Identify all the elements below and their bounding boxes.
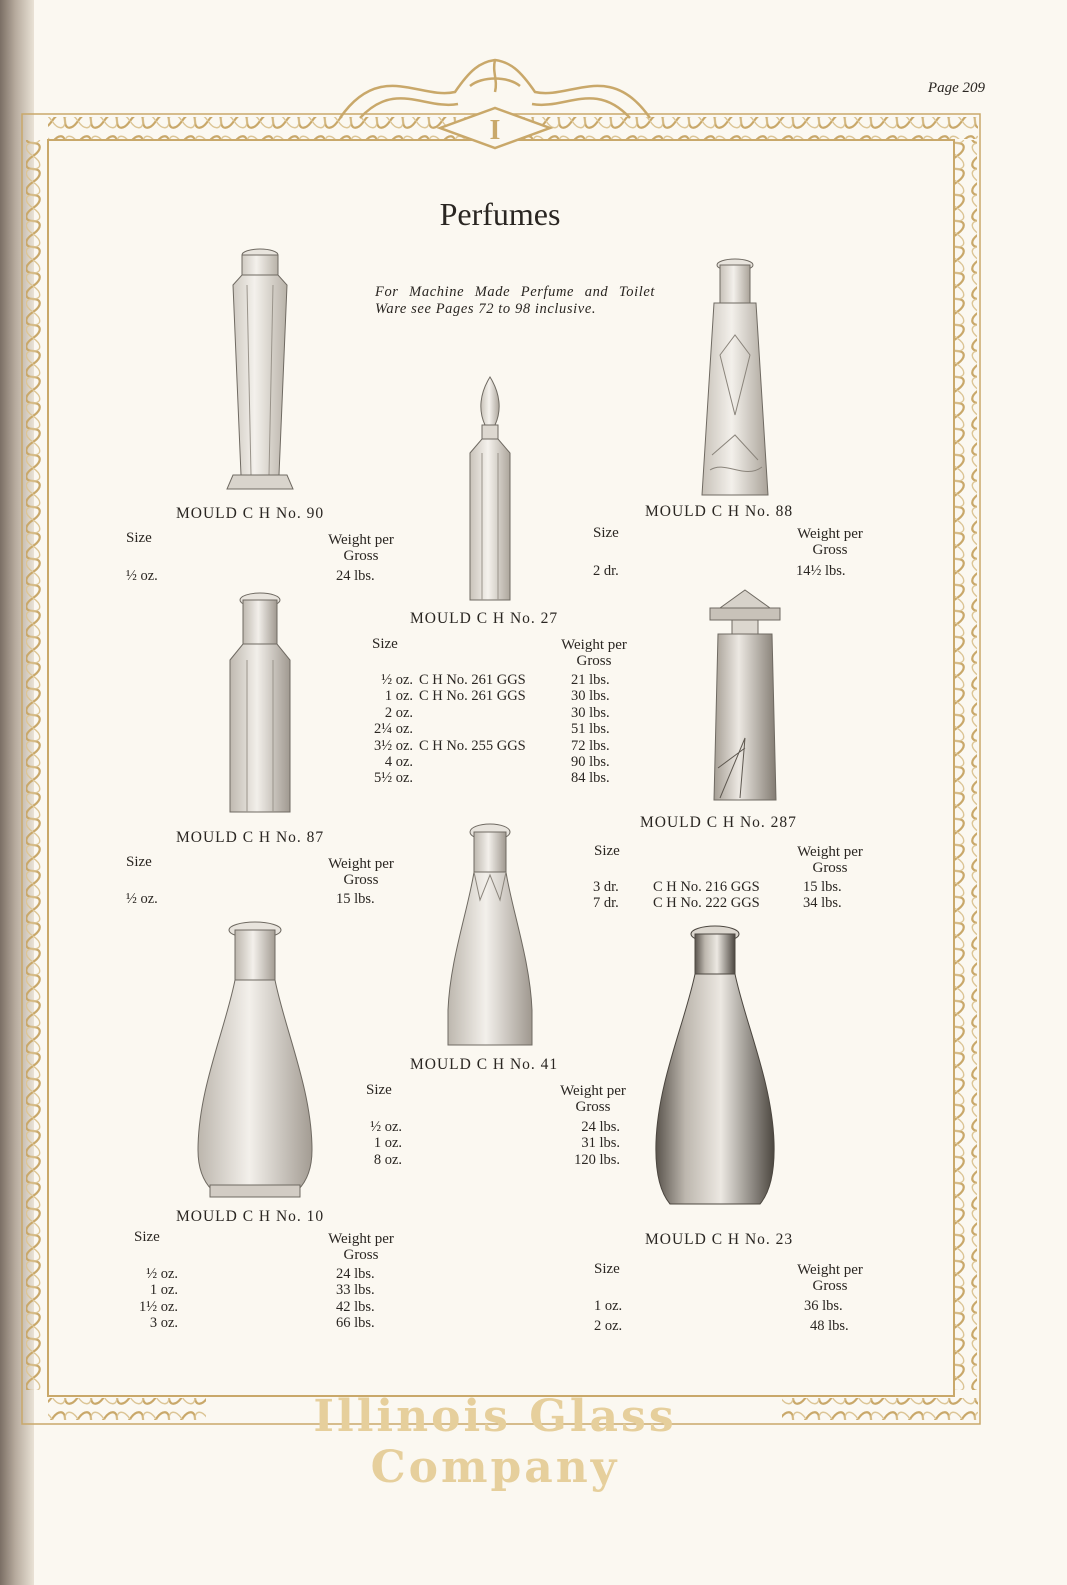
size-label: Size xyxy=(134,1229,160,1245)
bottle-image-ch-10 xyxy=(190,920,320,1205)
table-row: ½ oz. 24 lbs. xyxy=(146,1266,375,1282)
mould-ch-90-table xyxy=(126,568,396,584)
table-row: 1 oz. 36 lbs. xyxy=(594,1298,843,1314)
weight-label: Weight per Gross xyxy=(561,637,627,669)
table-row: 2 dr. 14½ lbs. xyxy=(593,563,846,579)
mould-ch-88-heading: MOULD C H No. 88 xyxy=(645,503,794,520)
table-row: 3 dr. C H No. 216 GGS 15 lbs. xyxy=(593,879,842,895)
table-row: 2 oz. 48 lbs. xyxy=(594,1318,849,1334)
bottle-image-ch-87 xyxy=(215,590,305,820)
table-row: 7 dr. C H No. 222 GGS 34 lbs. xyxy=(593,895,842,912)
size-label: Size xyxy=(366,1082,392,1098)
size-label: Size xyxy=(126,530,152,546)
table-row: ½ oz. C H No. 261 GGS 21 lbs. xyxy=(381,672,610,688)
table-row: 4 oz. 90 lbs. xyxy=(384,753,610,770)
size-label: Size xyxy=(594,1261,620,1277)
mould-ch-41-table xyxy=(340,1119,640,1168)
table-row: 1½ oz. 42 lbs. xyxy=(138,1298,375,1315)
mould-ch-87-table xyxy=(126,891,396,907)
mould-ch-41-heading: MOULD C H No. 41 xyxy=(410,1056,559,1073)
size-label: Size xyxy=(372,636,398,652)
table-row: 1 oz. 31 lbs. xyxy=(373,1135,620,1152)
mould-ch-287-heading: MOULD C H No. 287 xyxy=(640,814,797,831)
table-row: ½ oz. 24 lbs. xyxy=(126,568,375,584)
table-row: ½ oz. 24 lbs. xyxy=(370,1119,620,1135)
mould-ch-23-heading: MOULD C H No. 23 xyxy=(645,1231,794,1248)
table-row: 2 oz. 30 lbs. xyxy=(384,704,610,721)
weight-label: Weight per Gross xyxy=(797,526,863,558)
mould-ch-27-heading: MOULD C H No. 27 xyxy=(410,610,559,627)
bottle-image-ch-27 xyxy=(455,375,525,605)
mould-ch-87-heading: MOULD C H No. 87 xyxy=(176,829,325,846)
weight-label: Weight per Gross xyxy=(797,1262,863,1294)
weight-label: Weight per Gross xyxy=(797,844,863,876)
logo-letter: I xyxy=(489,115,501,146)
table-row: 1 oz. 33 lbs. xyxy=(149,1282,375,1299)
mould-ch-90-heading: MOULD C H No. 90 xyxy=(176,505,325,522)
size-label: Size xyxy=(126,854,152,870)
table-row: 1 oz. C H No. 261 GGS 30 lbs. xyxy=(384,688,610,705)
mould-ch-10-table xyxy=(110,1266,410,1332)
bottle-image-ch-88 xyxy=(690,255,780,505)
table-row: 3½ oz. C H No. 255 GGS 72 lbs. xyxy=(373,737,610,754)
weight-label: Weight per Gross xyxy=(328,1231,394,1263)
mould-ch-10-heading: MOULD C H No. 10 xyxy=(176,1208,325,1225)
page-title: Perfumes xyxy=(439,196,561,232)
weight-label: Weight per Gross xyxy=(328,532,394,564)
mould-ch-23-table xyxy=(594,1298,874,1338)
weight-label: Weight per Gross xyxy=(328,856,394,888)
mould-ch-27-table xyxy=(345,672,635,787)
cross-reference-note: For Machine Made Perfume and Toilet Ware see Pages 72 to 98 inclusive. xyxy=(375,284,655,317)
bottle-image-ch-23 xyxy=(650,922,780,1212)
bottle-image-ch-41 xyxy=(440,820,540,1050)
page-number: Page 209 xyxy=(927,80,985,96)
size-label: Size xyxy=(593,525,619,541)
size-label: Size xyxy=(594,843,620,859)
footer-company-name: Illinois Glass Company xyxy=(313,1391,677,1493)
weight-label: Weight per Gross xyxy=(560,1083,626,1115)
mould-ch-287-table xyxy=(593,879,863,912)
table-row: ½ oz. 15 lbs. xyxy=(126,891,375,907)
mould-ch-88-table xyxy=(593,563,863,579)
table-row: 8 oz. 120 lbs. xyxy=(373,1151,620,1168)
bottle-image-ch-90 xyxy=(215,245,305,495)
table-row: 2¼ oz. 51 lbs. xyxy=(373,721,610,738)
bottle-image-ch-287 xyxy=(700,588,790,803)
table-row: 5½ oz. 84 lbs. xyxy=(373,770,610,787)
table-row: 3 oz. 66 lbs. xyxy=(149,1315,375,1332)
